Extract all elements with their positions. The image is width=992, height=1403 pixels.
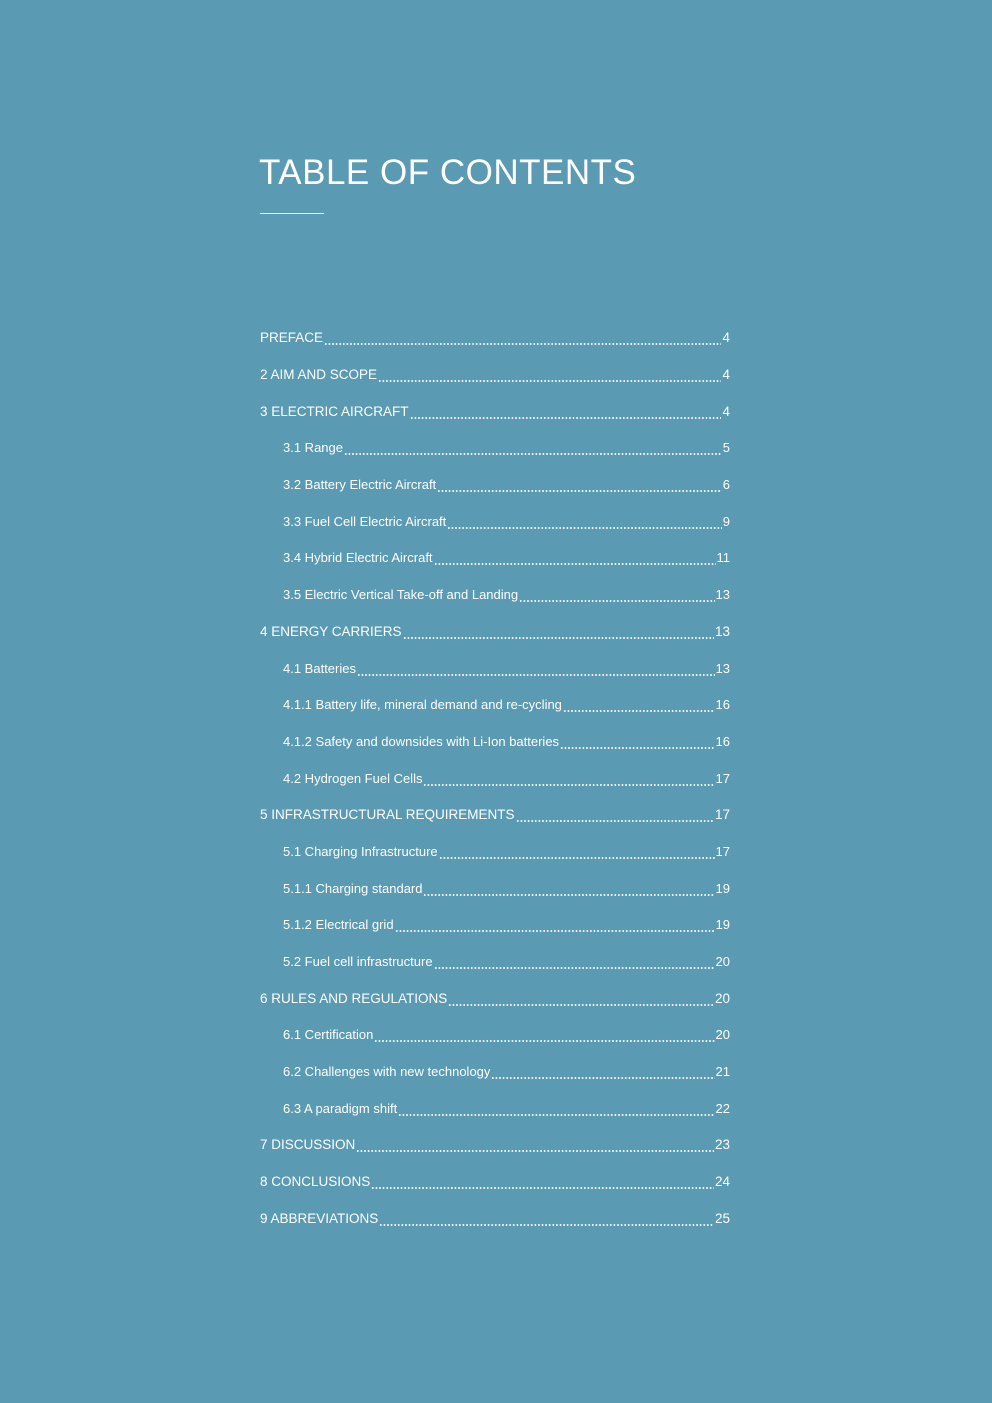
toc-entry-label: 5.1.2 Electrical grid: [283, 917, 394, 933]
dot-leader: [410, 407, 722, 423]
toc-entry-page-number: 17: [715, 843, 730, 859]
toc-entry-label: 3.5 Electric Vertical Take-off and Landing: [283, 587, 519, 603]
toc-entry[interactable]: [260, 760, 730, 797]
toc-entry-page-number: 24: [714, 1174, 730, 1190]
toc-entry[interactable]: [260, 944, 730, 981]
toc-entry-page-number: 19: [715, 880, 730, 896]
toc-entry[interactable]: [260, 1090, 730, 1127]
dot-leader: [519, 590, 714, 606]
dot-leader: [395, 920, 715, 936]
toc-entry-label: 6.2 Challenges with new technology: [283, 1064, 491, 1080]
toc-entry-label: 6 RULES AND REGULATIONS: [260, 990, 448, 1006]
toc-entry-label: 3.3 Fuel Cell Electric Aircraft: [283, 513, 447, 529]
toc-entry[interactable]: [260, 797, 730, 834]
toc-entry-page-number: 13: [715, 587, 730, 603]
toc-entry[interactable]: [260, 1201, 730, 1238]
toc-entry-label: 4.1.1 Battery life, mineral demand and re-cycling: [283, 697, 562, 713]
toc-entry-label: 8 CONCLUSIONS: [260, 1174, 371, 1190]
dot-leader: [439, 847, 715, 863]
toc-entry-page-number: 23: [714, 1137, 730, 1153]
toc-entry-label: 3.4 Hybrid Electric Aircraft: [283, 550, 433, 566]
toc-entry-page-number: 25: [714, 1210, 730, 1226]
toc-entry-page-number: 11: [716, 550, 730, 566]
toc-entry-page-number: 6: [722, 477, 730, 493]
dot-leader: [434, 957, 715, 973]
toc-entry-page-number: 20: [715, 954, 730, 970]
dot-leader: [437, 480, 722, 496]
toc-entry[interactable]: [260, 393, 730, 430]
dot-leader: [356, 1140, 714, 1156]
dot-leader: [560, 737, 714, 753]
dot-leader: [374, 1030, 714, 1046]
toc-entry-page-number: 5: [722, 440, 730, 456]
toc-entry-label: 9 ABBREVIATIONS: [260, 1210, 379, 1226]
dot-leader: [423, 884, 714, 900]
toc-entry-page-number: 22: [715, 1100, 730, 1116]
toc-entry-page-number: 21: [715, 1064, 730, 1080]
toc-entry[interactable]: [260, 430, 730, 467]
toc-entry-page-number: 16: [715, 733, 730, 749]
toc-entry-page-number: 16: [715, 697, 730, 713]
toc-entry-label: 5.2 Fuel cell infrastructure: [283, 954, 433, 970]
table-of-contents: [260, 320, 730, 1237]
toc-entry[interactable]: [260, 320, 730, 357]
toc-entry[interactable]: [260, 834, 730, 871]
dot-leader: [423, 774, 714, 790]
toc-entry-label: 5 INFRASTRUCTURAL REQUIREMENTS: [260, 807, 515, 823]
dot-leader: [371, 1177, 714, 1193]
dot-leader: [403, 627, 714, 643]
toc-entry[interactable]: [260, 1164, 730, 1201]
toc-entry[interactable]: [260, 907, 730, 944]
toc-entry[interactable]: [260, 577, 730, 614]
toc-entry-label: 6.3 A paradigm shift: [283, 1100, 398, 1116]
title-underline: [260, 213, 324, 214]
toc-entry-label: 4.1 Batteries: [283, 660, 356, 676]
toc-entry[interactable]: [260, 650, 730, 687]
toc-entry-label: 6.1 Certification: [283, 1027, 374, 1043]
dot-leader: [447, 517, 721, 533]
toc-entry-page-number: 4: [722, 403, 730, 419]
toc-entry-label: 3.1 Range: [283, 440, 343, 456]
toc-entry-page-number: 20: [714, 990, 730, 1006]
toc-entry-page-number: 4: [722, 330, 730, 346]
toc-entry[interactable]: [260, 467, 730, 504]
toc-entry[interactable]: [260, 870, 730, 907]
toc-entry[interactable]: [260, 724, 730, 761]
toc-entry-page-number: 9: [722, 513, 730, 529]
dot-leader: [344, 443, 722, 459]
toc-entry[interactable]: [260, 980, 730, 1017]
toc-entry-label: 4.2 Hydrogen Fuel Cells: [283, 770, 423, 786]
toc-entry[interactable]: [260, 687, 730, 724]
toc-entry-page-number: 4: [722, 367, 730, 383]
toc-entry-label: 5.1.1 Charging standard: [283, 880, 423, 896]
dot-leader: [398, 1104, 714, 1120]
toc-entry-label: 2 AIM AND SCOPE: [260, 367, 378, 383]
toc-entry-page-number: 17: [715, 770, 730, 786]
toc-entry-page-number: 20: [715, 1027, 730, 1043]
toc-entry[interactable]: [260, 540, 730, 577]
toc-entry-label: 7 DISCUSSION: [260, 1137, 356, 1153]
dot-leader: [379, 1214, 714, 1230]
dot-leader: [491, 1067, 714, 1083]
toc-entry[interactable]: [260, 357, 730, 394]
page-title: TABLE OF CONTENTS: [259, 153, 637, 192]
toc-entry-page-number: 13: [714, 623, 730, 639]
toc-entry-label: 4 ENERGY CARRIERS: [260, 623, 402, 639]
toc-entry[interactable]: [260, 1017, 730, 1054]
toc-entry-label: 3 ELECTRIC AIRCRAFT: [260, 403, 409, 419]
toc-entry-label: 3.2 Battery Electric Aircraft: [283, 477, 437, 493]
toc-entry-page-number: 13: [715, 660, 730, 676]
toc-entry[interactable]: [260, 614, 730, 651]
dot-leader: [324, 333, 721, 349]
toc-entry[interactable]: [260, 503, 730, 540]
toc-entry-label: 4.1.2 Safety and downsides with Li-Ion batteries: [283, 733, 560, 749]
toc-entry[interactable]: [260, 1127, 730, 1164]
dot-leader: [448, 994, 714, 1010]
toc-entry-label: 5.1 Charging Infrastructure: [283, 843, 438, 859]
dot-leader: [434, 553, 716, 569]
dot-leader: [563, 700, 715, 716]
toc-entry-page-number: 19: [715, 917, 730, 933]
toc-entry-label: PREFACE: [260, 330, 324, 346]
dot-leader: [516, 810, 714, 826]
toc-entry[interactable]: [260, 1054, 730, 1091]
dot-leader: [357, 664, 715, 680]
dot-leader: [378, 370, 721, 386]
toc-entry-page-number: 17: [714, 807, 730, 823]
